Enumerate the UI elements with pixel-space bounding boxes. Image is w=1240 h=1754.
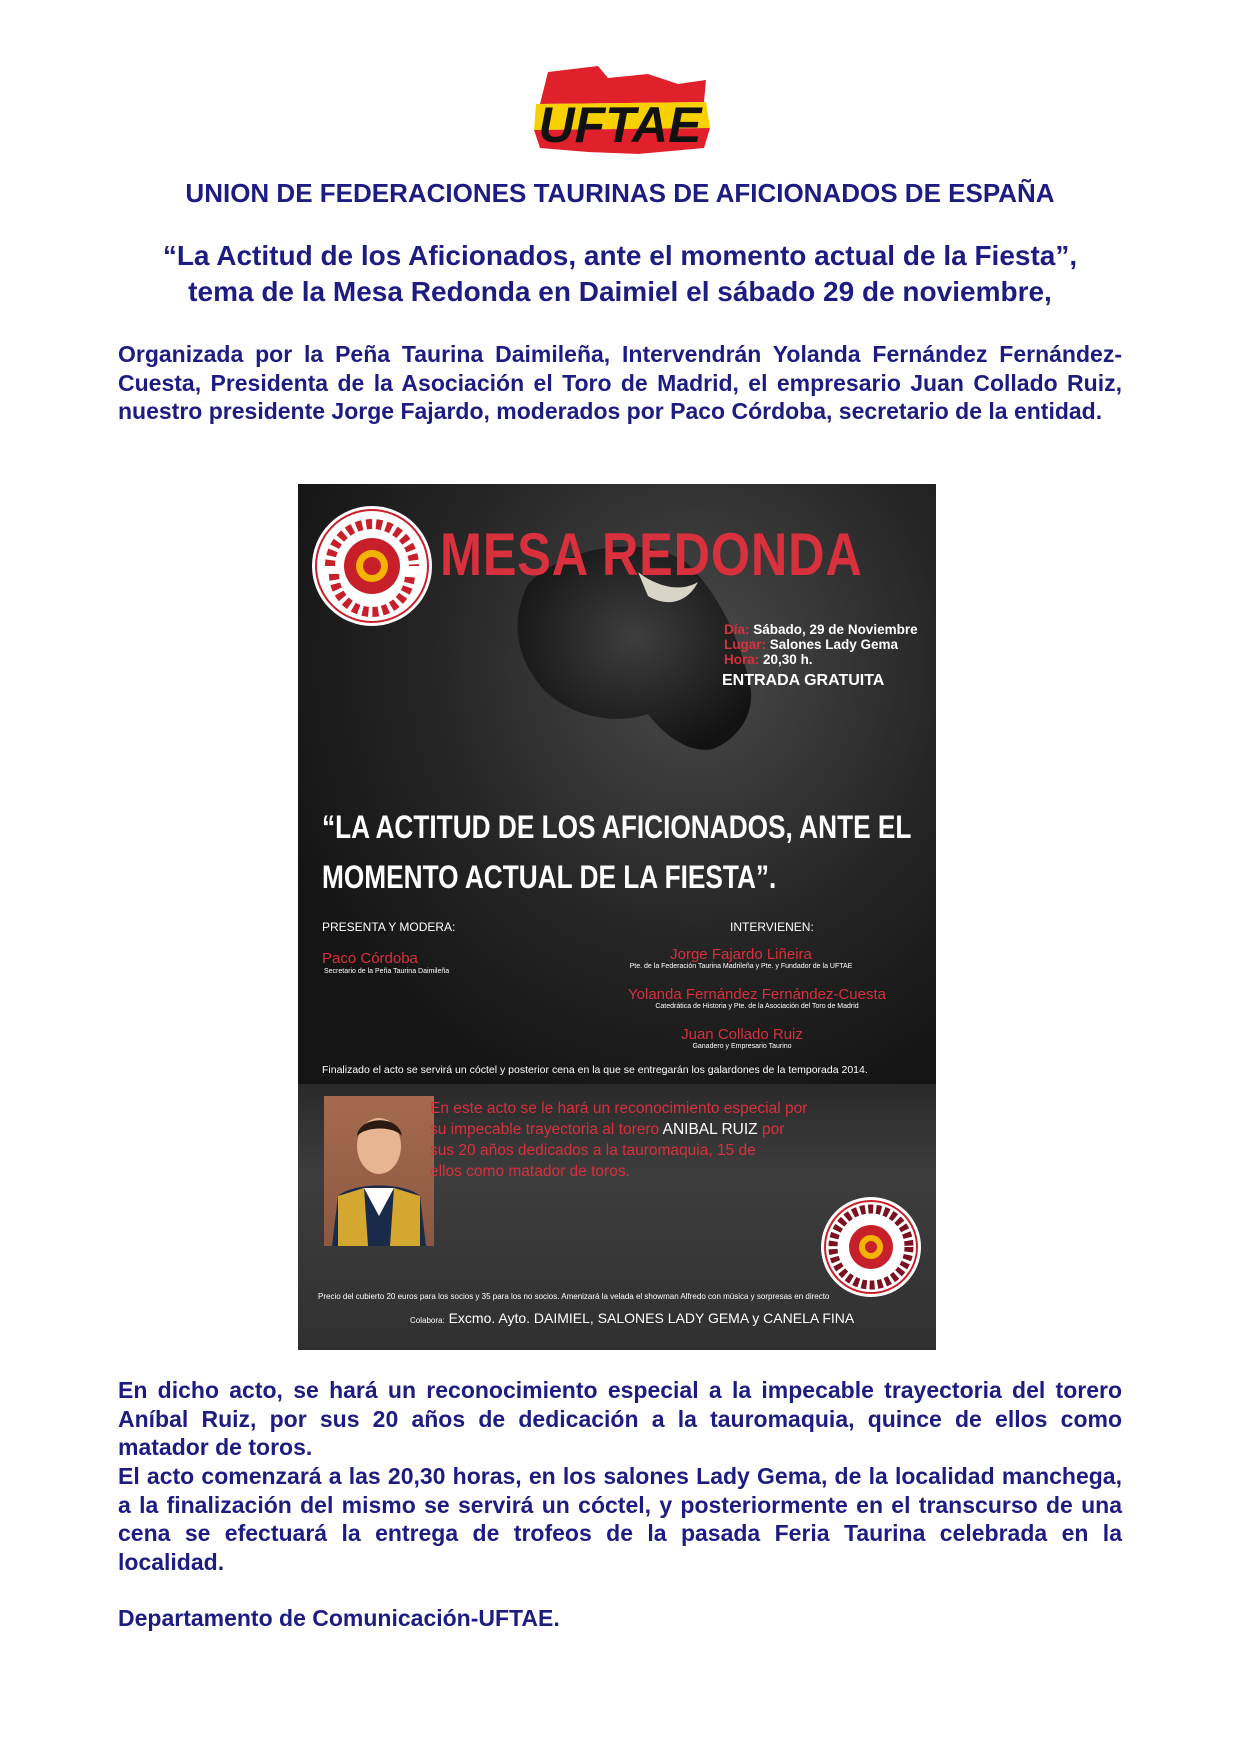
event-poster: [298, 484, 936, 1350]
poster-quote: [322, 802, 911, 902]
intervienen-label: INTERVIENEN:: [730, 920, 814, 934]
entrada-gratuita: ENTRADA GRATUITA: [722, 672, 885, 689]
headline-line-1: “La Actitud de los Aficionados, ante el momento actual de la Fiesta”,: [162, 240, 1078, 271]
event-details: [724, 622, 918, 667]
poster-quote-line-1: “LA ACTITUD DE LOS AFICIONADOS, ANTE EL: [322, 809, 912, 845]
speaker-1-name: Jorge Fajardo Liñeira: [670, 946, 812, 963]
speaker-2-name: Yolanda Fernández Fernández-Cuesta: [628, 986, 886, 1003]
poster-quote-line-2: MOMENTO ACTUAL DE LA FIESTA”.: [322, 859, 777, 895]
logo-text: UFTAE: [538, 97, 702, 153]
signature: Departamento de Comunicación-UFTAE.: [118, 1605, 560, 1631]
presenta-label: PRESENTA Y MODERA:: [322, 920, 456, 934]
torero-name: ANIBAL RUIZ: [662, 1121, 758, 1138]
hora-label: Hora:: [724, 652, 760, 667]
torero-photo: [324, 1096, 434, 1246]
colabora-value: Excmo. Ayto. DAIMIEL, SALONES LADY GEMA y CANELA FINA: [448, 1310, 855, 1326]
finalizado-text: Finalizado el acto se servirá un cóctel y posterior cena en la que se entregarán los galardones de la temporada 2014.: [322, 1064, 868, 1076]
homenaje-text: [430, 1098, 807, 1182]
speaker-1-role: Pte. de la Federación Taurina Madrileña y Pte. y Fundador de la UFTAE: [629, 963, 853, 970]
speaker-2-role: Catedrática de Historia y Pte. de la Asociación del Toro de Madrid: [655, 1003, 859, 1010]
dia-label: Día:: [724, 622, 750, 637]
speaker-3-role: Ganadero y Empresario Taurino: [692, 1043, 792, 1050]
si-a-los-toros-seal: [820, 1196, 922, 1298]
moderator-role: Secretario de la Peña Taurina Daimileña: [324, 968, 450, 975]
speaker-1: [576, 946, 906, 970]
homenaje-line-2-a: su impecable trayectoria al torero: [430, 1121, 663, 1138]
speaker-3-name: Juan Collado Ruiz: [681, 1026, 803, 1043]
org-title: UNION DE FEDERACIONES TAURINAS DE AFICIONADOS DE ESPAÑA: [185, 178, 1055, 208]
homenaje-line-2-b: por: [757, 1121, 785, 1138]
speaker-2: [592, 986, 922, 1010]
headline: [0, 238, 1240, 310]
body-paragraph-2: El acto comenzará a las 20,30 horas, en los salones Lady Gema, de la localidad manchega, a la finalización del mismo se servirá un cóctel, y posteriormente en el transcurso de una cena se efectuará la entrega de trofeos de la pasada Feria Taurina celebrada en la localidad.: [118, 1463, 1122, 1575]
body-paragraph-1: En dicho acto, se hará un reconocimiento especial a la impecable trayectoria del torero Aníbal Ruiz, por sus 20 años de dedicación a la tauromaquia, quince de ellos como matador de toros.: [118, 1377, 1122, 1460]
dia-value: Sábado, 29 de Noviembre: [753, 622, 918, 637]
precio-text: Precio del cubierto 20 euros para los socios y 35 para los no socios. Amenizará la velada el showman Alfredo con música y sorpresas en directo: [318, 1292, 830, 1301]
headline-line-2: tema de la Mesa Redonda en Daimiel el sábado 29 de noviembre,: [188, 276, 1052, 307]
homenaje-line-3: sus 20 años dedicados a la tauromaquia, 15 de: [430, 1142, 756, 1159]
hora-value: 20,30 h.: [763, 652, 813, 667]
pena-taurina-seal: [310, 504, 434, 628]
lugar-value: Salones Lady Gema: [769, 637, 899, 652]
moderator-name: Paco Córdoba: [322, 950, 418, 967]
poster-title: MESA REDONDA: [440, 521, 863, 588]
homenaje-line-4: ellos como matador de toros.: [430, 1163, 630, 1180]
colabora-line: [410, 1310, 854, 1326]
colabora-label: Colabora:: [410, 1316, 445, 1325]
intro-paragraph: Organizada por la Peña Taurina Daimileña, Intervendrán Yolanda Fernández Fernández-Cuesta, Presidenta de la Asociación el Toro de Madrid, el empresario Juan Collado Ruiz, nuestro presidente Jorge Fajardo, moderados por Paco Córdoba, secretario de la entidad.: [118, 341, 1122, 424]
homenaje-line-1: En este acto se le hará un reconocimiento especial por: [430, 1100, 808, 1117]
lugar-label: Lugar:: [724, 637, 766, 652]
speaker-3: [612, 1026, 872, 1050]
homenaje-line-2: [430, 1119, 807, 1140]
uftae-logo: [528, 64, 712, 168]
